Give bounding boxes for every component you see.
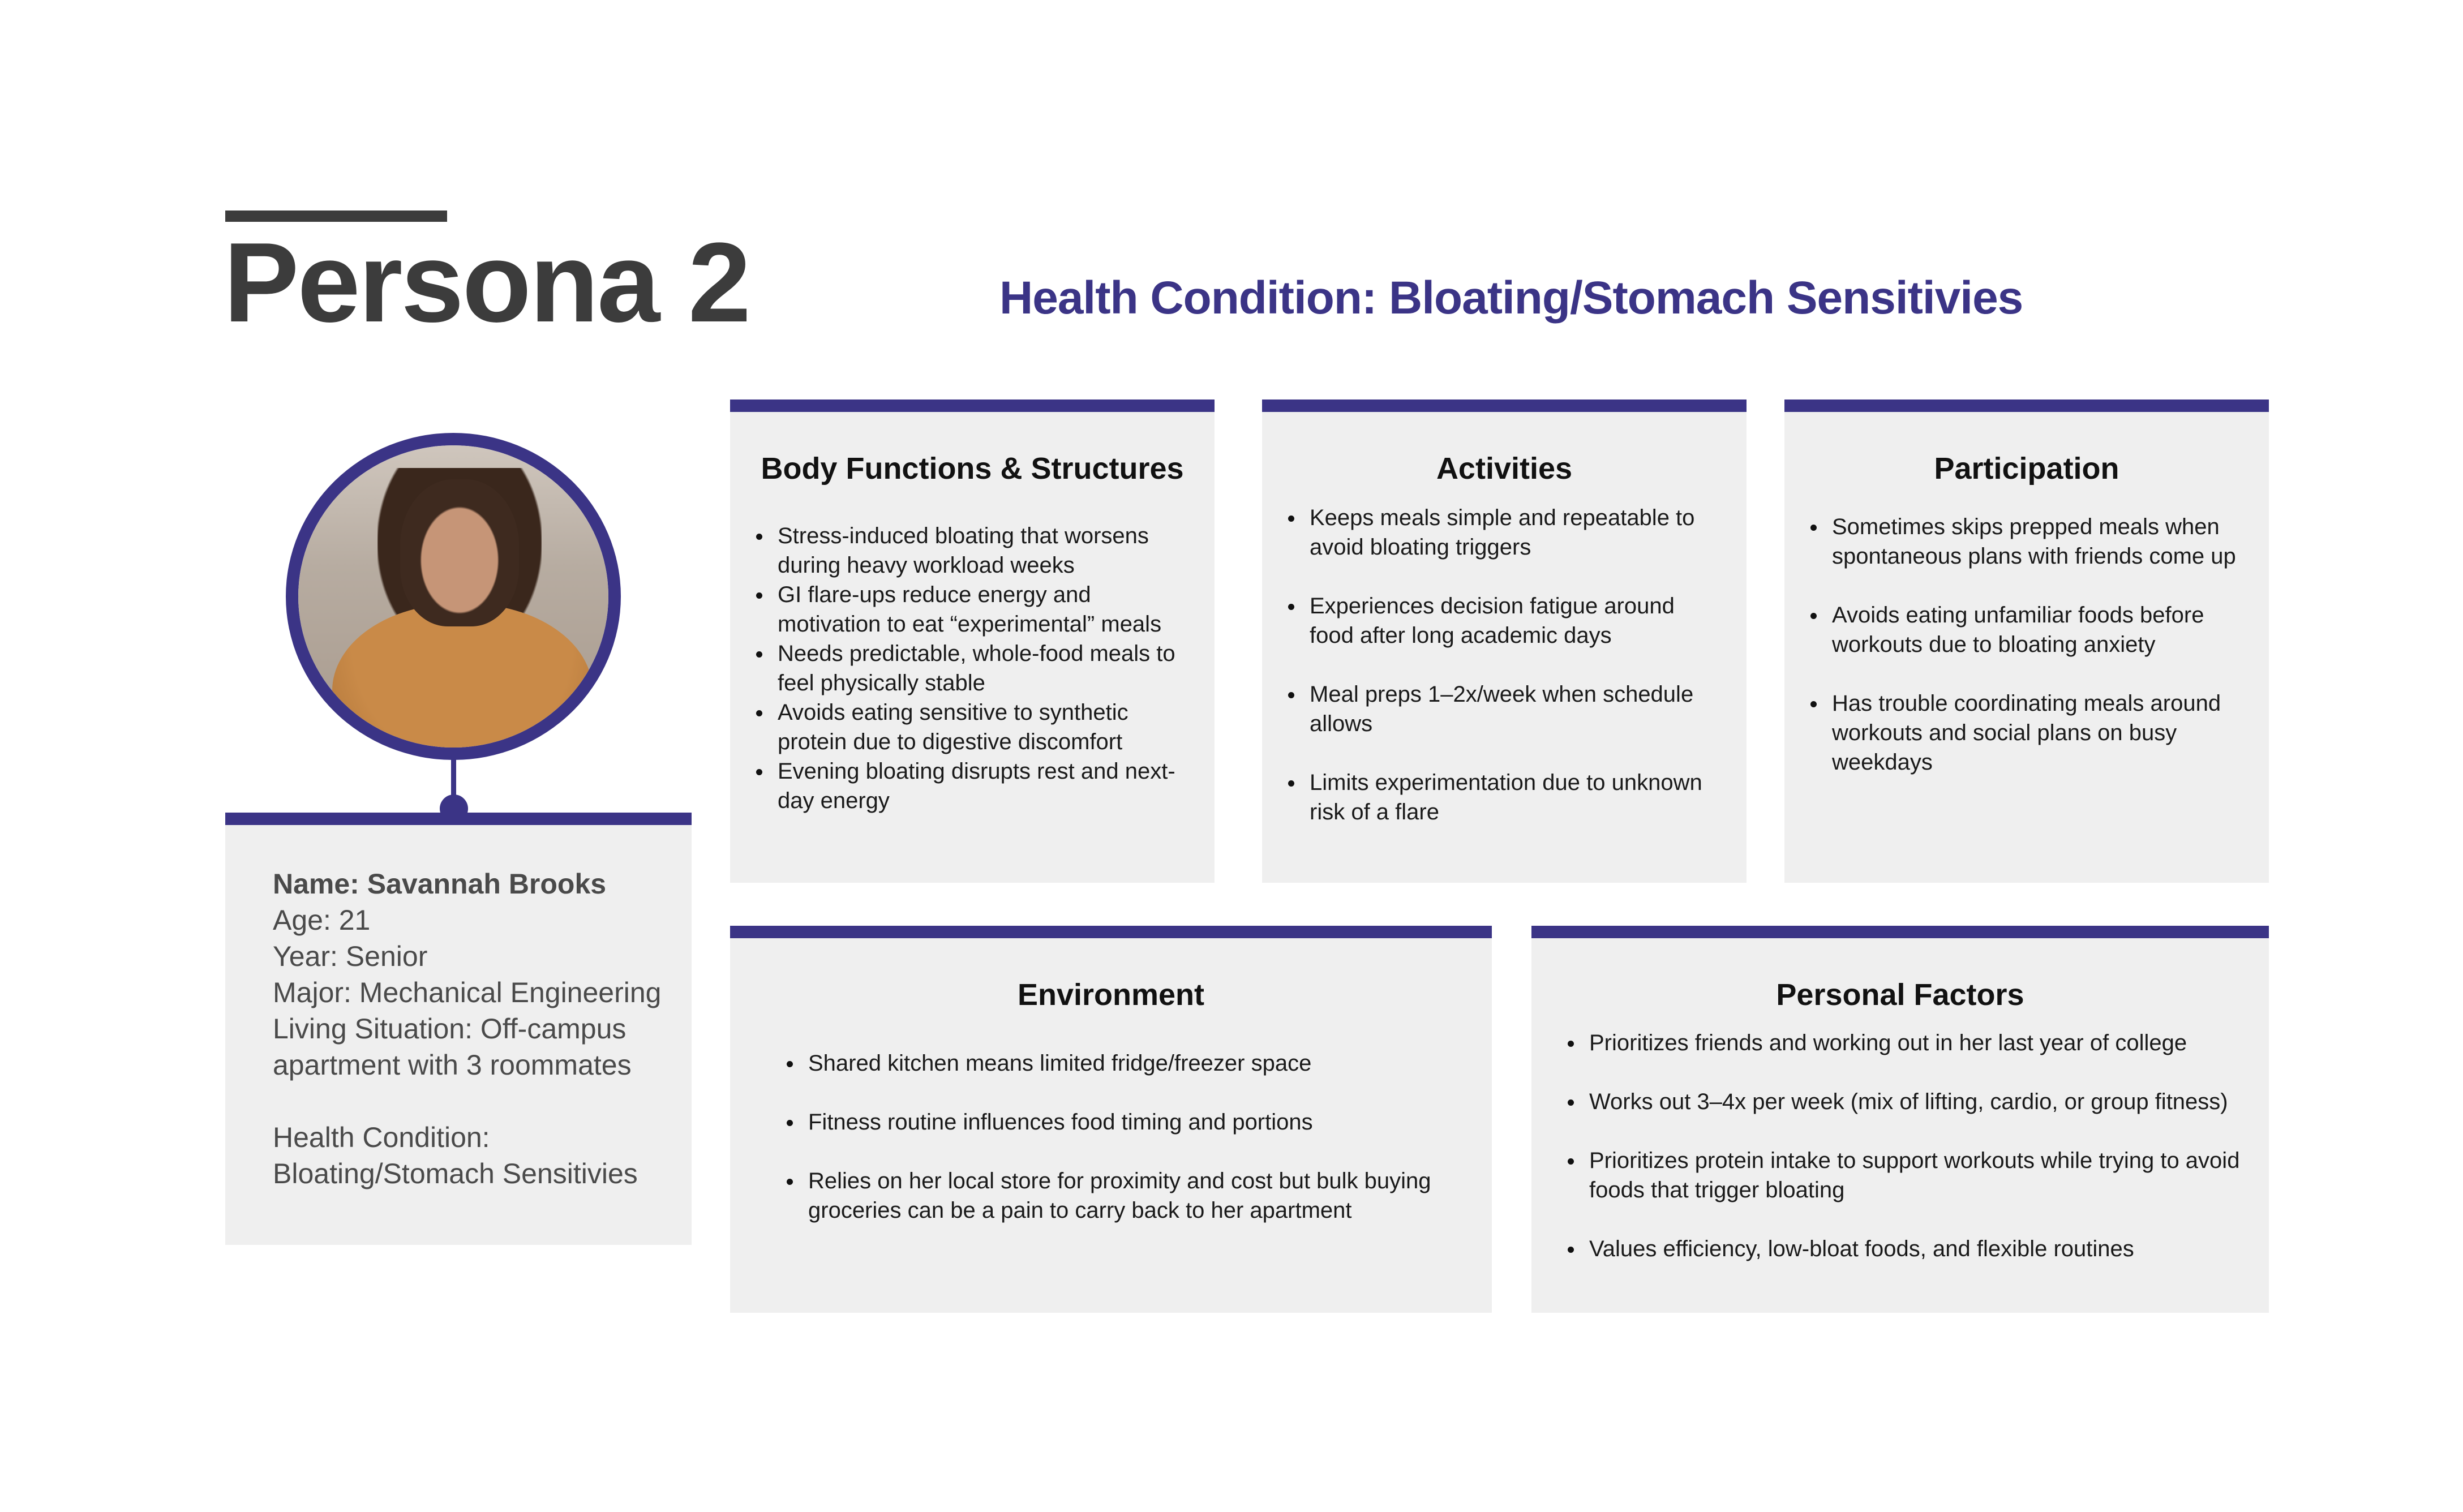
list-item: Values efficiency, low-bloat foods, and flexible routines	[1589, 1234, 2252, 1264]
profile-living-situation: Living Situation: Off-campus	[273, 1013, 627, 1045]
profile-year: Year: Senior	[273, 940, 428, 972]
personal-factors-title: Personal Factors	[1776, 978, 2024, 1012]
list-item: Limits experimentation due to unknown risk of a flare	[1310, 768, 1724, 827]
participation-title: Participation	[1934, 452, 2119, 486]
list-item: Relies on her local store for proximity and cost but bulk buying groceries can be a pain to carry back to her apartment	[808, 1166, 1458, 1225]
list-item: Evening bloating disrupts rest and next-day energy	[778, 757, 1192, 815]
list-item: Stress-induced bloating that worsens during heavy workload weeks	[778, 521, 1192, 580]
profile-name: Name: Savannah Brooks	[273, 868, 607, 900]
activities-card-bar	[1262, 400, 1747, 412]
body-functions-title: Body Functions & Structures	[761, 452, 1184, 486]
list-item: Shared kitchen means limited fridge/freezer space	[808, 1049, 1458, 1078]
avatar	[286, 433, 621, 760]
personal-factors-card-bar	[1531, 926, 2269, 938]
participation-card	[1784, 412, 2269, 883]
list-item: Avoids eating sensitive to synthetic protein due to digestive discomfort	[778, 698, 1192, 757]
list-item: Has trouble coordinating meals around workouts and social plans on busy weekdays	[1832, 689, 2246, 777]
activities-list	[1262, 503, 1747, 827]
profile-living-situation-cont: apartment with 3 roommates	[273, 1049, 632, 1081]
body-functions-card	[730, 412, 1215, 883]
environment-list	[730, 1049, 1492, 1225]
personal-factors-list	[1531, 1028, 2269, 1264]
profile-health-condition-label: Health Condition:	[273, 1122, 490, 1153]
list-item: Avoids eating unfamiliar foods before workouts due to bloating anxiety	[1832, 600, 2246, 659]
list-item: Sometimes skips prepped meals when spontaneous plans with friends come up	[1832, 512, 2246, 571]
list-item: Fitness routine influences food timing and portions	[808, 1107, 1458, 1137]
list-item: Keeps meals simple and repeatable to avoid bloating triggers	[1310, 503, 1724, 562]
health-condition-heading: Health Condition: Bloating/Stomach Sensitivies	[999, 272, 2023, 324]
body-functions-list	[730, 521, 1215, 815]
list-item: Experiences decision fatigue around food after long academic days	[1310, 591, 1724, 650]
profile-health-condition: Bloating/Stomach Sensitivies	[273, 1158, 638, 1189]
personal-factors-card	[1531, 938, 2269, 1313]
list-item: Needs predictable, whole-food meals to feel physically stable	[778, 639, 1192, 698]
activities-title: Activities	[1436, 452, 1573, 486]
profile-accent-bar	[225, 813, 692, 825]
activities-card	[1262, 412, 1747, 883]
participation-card-bar	[1784, 400, 2269, 412]
environment-card-bar	[730, 926, 1492, 938]
body-card-bar	[730, 400, 1215, 412]
profile-age: Age: 21	[273, 904, 371, 936]
profile-major: Major: Mechanical Engineering	[273, 977, 662, 1008]
profile-card	[225, 825, 692, 1245]
list-item: Prioritizes friends and working out in her last year of college	[1589, 1028, 2252, 1058]
environment-card	[730, 938, 1492, 1313]
environment-title: Environment	[1017, 978, 1205, 1012]
list-item: Works out 3–4x per week (mix of lifting, cardio, or group fitness)	[1589, 1087, 2252, 1116]
page-title: Persona 2	[224, 220, 750, 346]
persona-photo	[298, 445, 608, 748]
list-item: GI flare-ups reduce energy and motivation to eat “experimental” meals	[778, 580, 1192, 639]
list-item: Meal preps 1–2x/week when schedule allows	[1310, 680, 1724, 738]
participation-list	[1784, 512, 2269, 777]
list-item: Prioritizes protein intake to support workouts while trying to avoid foods that trigger bloating	[1589, 1146, 2252, 1205]
